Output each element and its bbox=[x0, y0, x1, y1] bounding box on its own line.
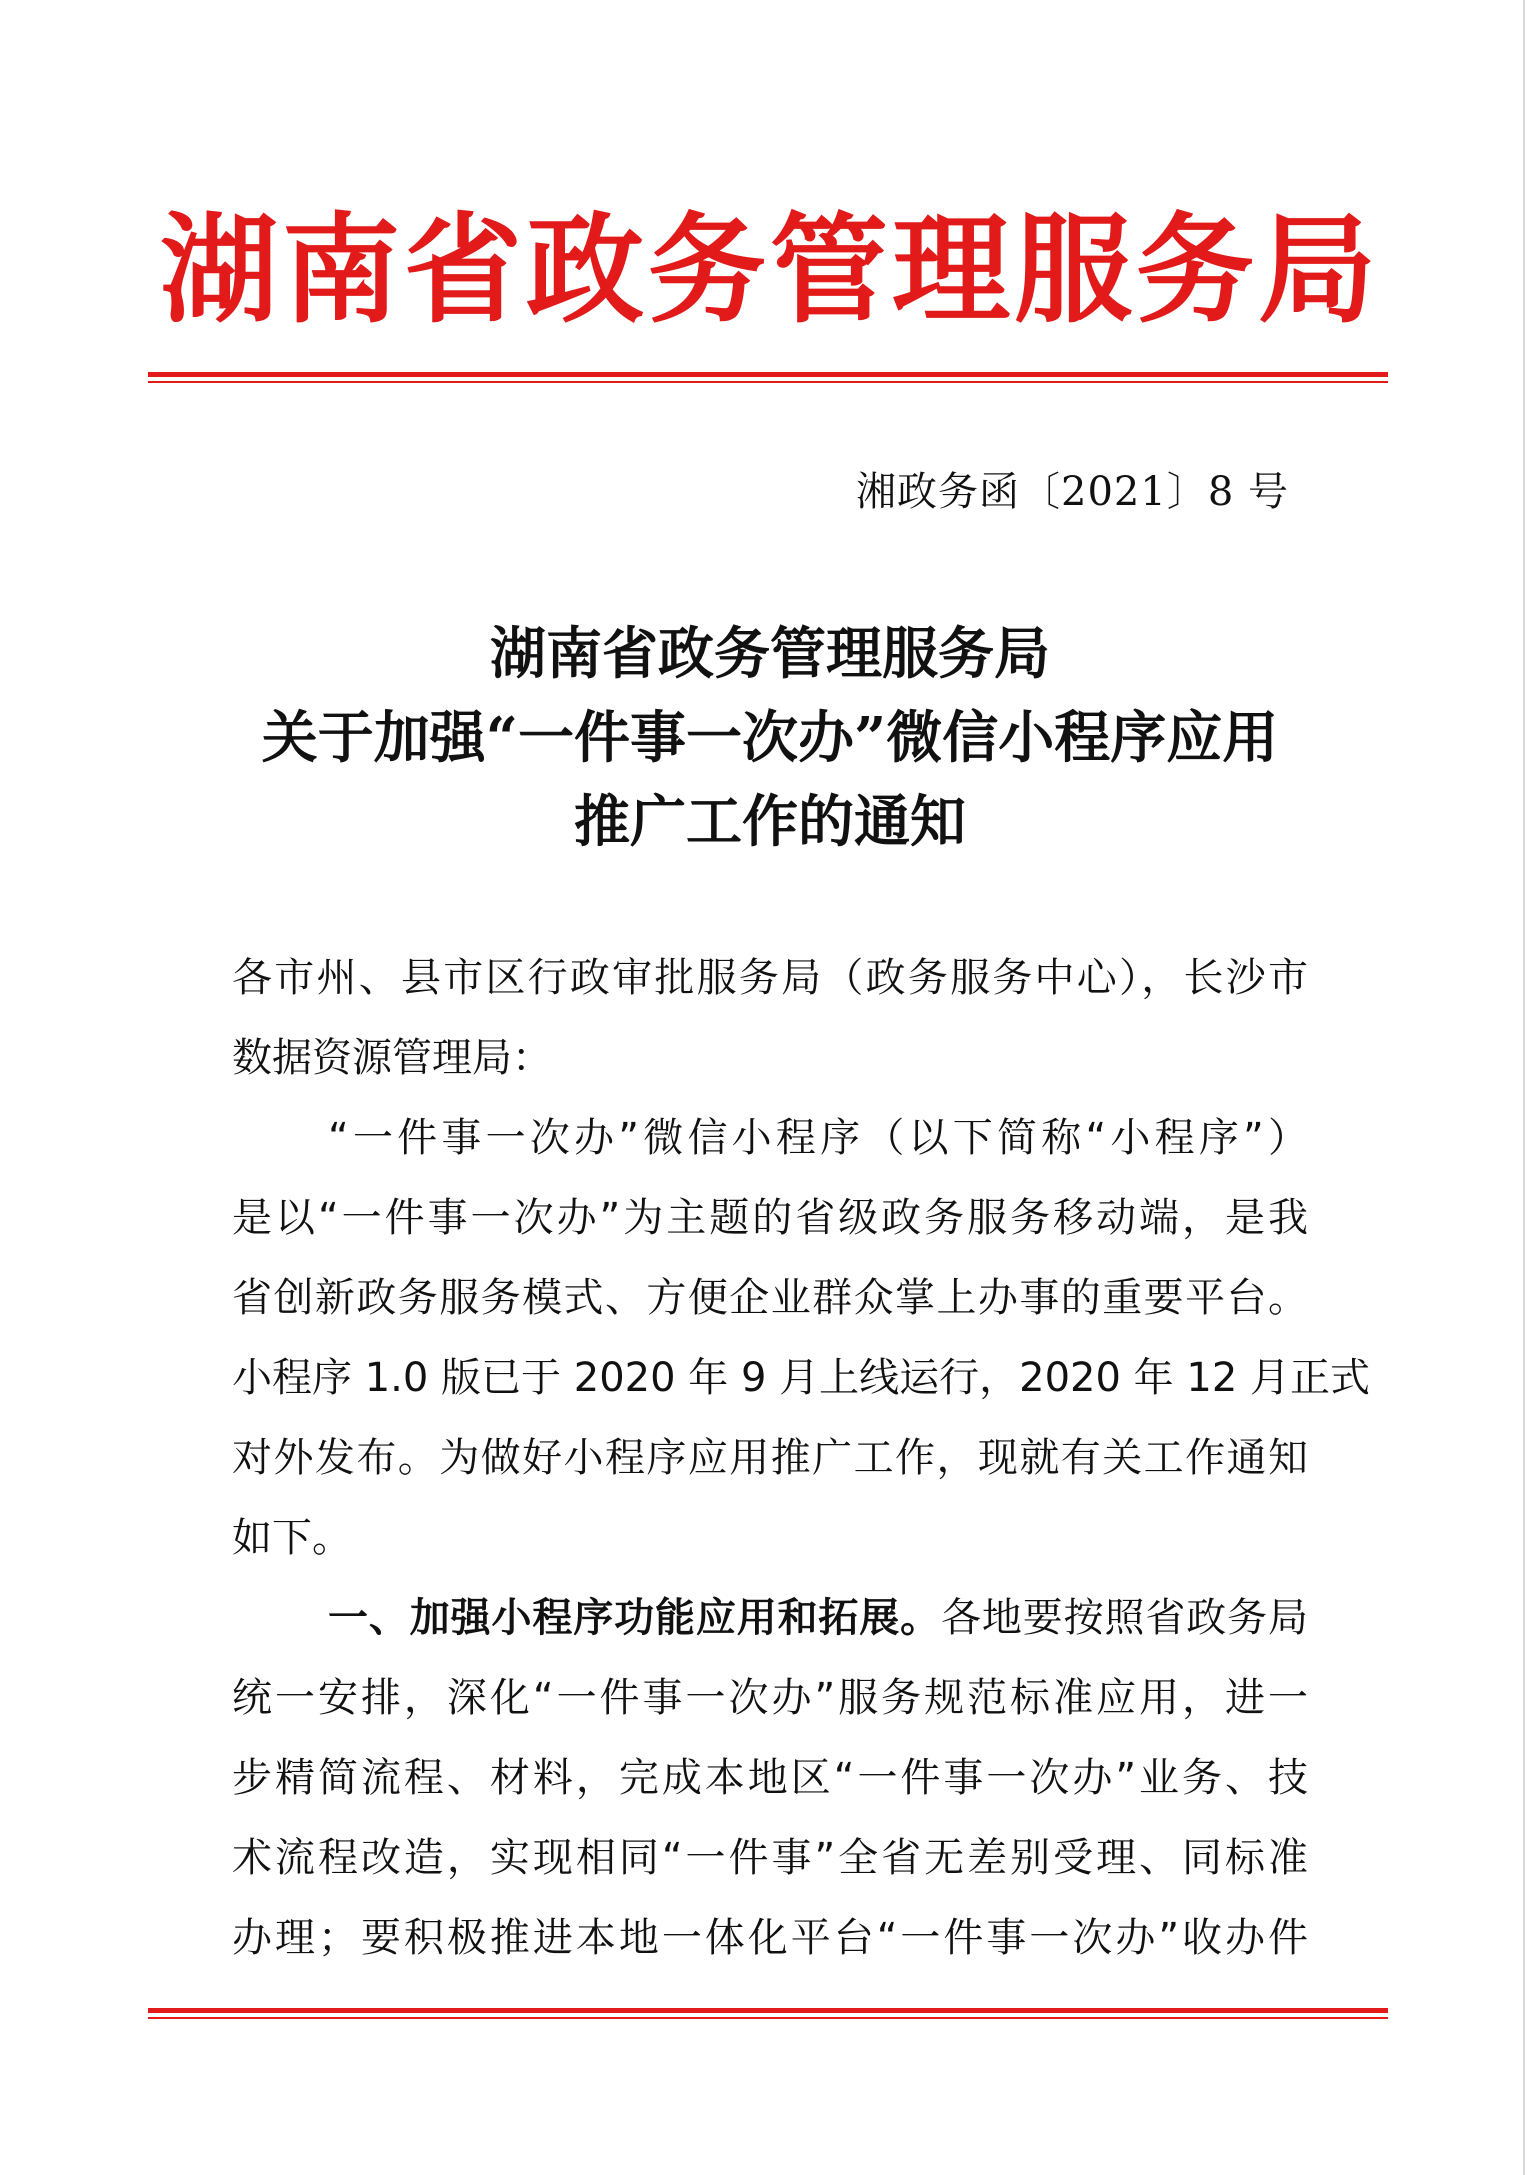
title-line-1: 湖南省政务管理服务局 bbox=[490, 621, 1050, 687]
red-rule-thick bbox=[148, 372, 1388, 377]
section-1-line-1-rest: 各地要按照省政务局 bbox=[941, 1595, 1309, 1641]
addressee-line-1: 各市州、县市区行政审批服务局（政务服务中心），长沙市 bbox=[232, 955, 1308, 1001]
addressee-line-2: 数据资源管理局： bbox=[232, 1035, 552, 1081]
section-1-line-1 bbox=[232, 1578, 1308, 1658]
footer-rule-thin bbox=[148, 2017, 1388, 2019]
section-1-line-5: 办理；要积极推进本地一体化平台“一件事一次办”收办件 bbox=[232, 1915, 1308, 1961]
paragraph-1-line-6: 如下。 bbox=[232, 1515, 352, 1561]
footer-rule-thick bbox=[148, 2008, 1388, 2013]
document-body bbox=[232, 938, 1370, 1978]
red-letterhead: 湖南省政务管理服务局 bbox=[159, 200, 1380, 339]
title-line-3: 推广工作的通知 bbox=[574, 789, 966, 855]
footer-red-rule bbox=[148, 2008, 1388, 2019]
paragraph-1-line-5: 对外发布。为做好小程序应用推广工作，现就有关工作通知 bbox=[232, 1435, 1308, 1481]
section-1-line-3: 步精简流程、材料，完成本地区“一件事一次办”业务、技 bbox=[232, 1755, 1308, 1801]
document-number: 湘政务函〔2021〕8 号 bbox=[856, 469, 1289, 515]
section-1-line-4: 术流程改造，实现相同“一件事”全省无差别受理、同标准 bbox=[232, 1835, 1308, 1881]
document-title bbox=[150, 612, 1390, 864]
paragraph-1-line-4: 小程序 1.0 版已于 2020 年 9 月上线运行，2020 年 12 月正式 bbox=[232, 1355, 1370, 1401]
paragraph-1-line-3: 省创新政务服务模式、方便企业群众掌上办事的重要平台。 bbox=[232, 1275, 1308, 1321]
paragraph-1-line-1: “一件事一次办”微信小程序（以下简称“小程序”） bbox=[328, 1115, 1308, 1161]
letterhead-red-rule bbox=[148, 372, 1388, 383]
red-rule-thin bbox=[148, 381, 1388, 383]
section-1-line-2: 统一安排，深化“一件事一次办”服务规范标准应用，进一 bbox=[232, 1675, 1308, 1721]
title-line-2: 关于加强“一件事一次办”微信小程序应用 bbox=[261, 705, 1279, 771]
scan-edge-line bbox=[1523, 0, 1525, 2175]
paragraph-1-line-2: 是以“一件事一次办”为主题的省级政务服务移动端，是我 bbox=[232, 1195, 1308, 1241]
section-1-heading: 一、加强小程序功能应用和拓展。 bbox=[328, 1595, 942, 1641]
